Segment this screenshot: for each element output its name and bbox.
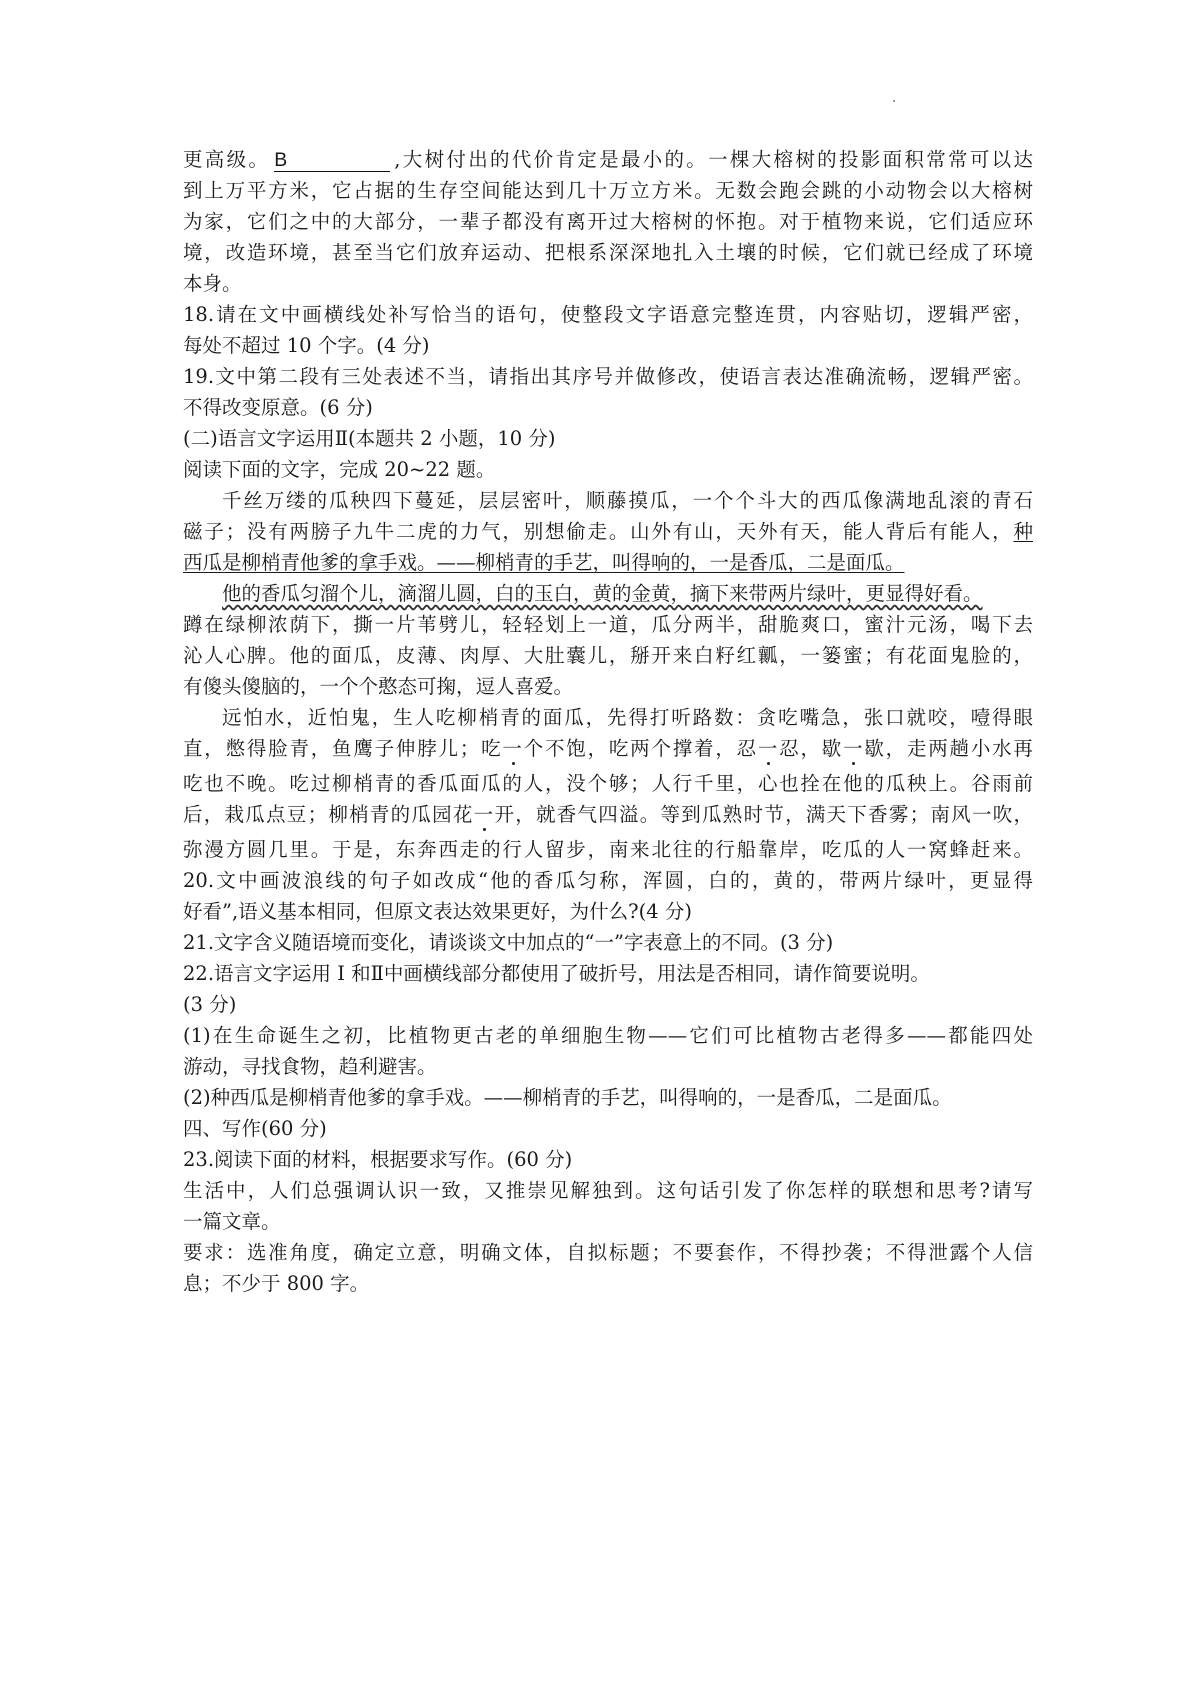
question-line: 23.阅读下面的材料，根据要求写作。(60 分) [183, 1148, 573, 1171]
passage-line [183, 144, 1033, 175]
question-item: 游动，寻找食物，趋利避害。 [183, 1055, 437, 1078]
dotted-character: 一 [757, 737, 780, 760]
paragraph-line [183, 733, 1033, 764]
question-19 [183, 361, 1033, 423]
reading-paragraph-3 [183, 702, 1033, 865]
passage-text: ,大树付出的代价肯定是最小的。一棵大榕树的投影面积常常可以达 [394, 148, 1033, 171]
paragraph-line: 吃也不晚。吃过柳梢青的香瓜面瓜的人，没个够；人行千里，心也拴在他的瓜秧上。谷雨前 [183, 772, 1033, 795]
dotted-character: 一 [843, 737, 865, 760]
paragraph-text: 开，就香气四溢。等到瓜熟时节，满天下香雾；南风一吹， [494, 803, 1033, 826]
question-20 [183, 865, 1033, 927]
answer-blank-b: B [274, 149, 390, 172]
question-line: 每处不超过 10 个字。(4 分) [183, 334, 430, 357]
question-23 [183, 1144, 1033, 1299]
paragraph-line [183, 578, 1033, 609]
passage-text: 更高级。 [183, 148, 271, 171]
writing-material: 生活中，人们总强调认识一致，又推崇见解独到。这句话引发了你怎样的联想和思考?请写 [183, 1179, 1033, 1202]
dotted-character: 一 [473, 803, 495, 826]
question-line: 好看”,语义基本相同，但原文表达效果更好，为什么?(4 分) [183, 900, 692, 923]
paragraph-line [183, 516, 1033, 547]
paragraph-line: 沁人心脾。他的面瓜，皮薄、肉厚、大肚囊儿，掰开来白籽红瓤，一篓蜜；有花面鬼脸的， [183, 644, 1033, 667]
passage-line: 境，改造环境，甚至当它们放弃运动、把根系深深地扎入土壤的时候，它们就已经成了环境 [183, 241, 1033, 264]
question-line: 不得改变原意。(6 分) [183, 396, 373, 419]
dotted-character: 一 [502, 737, 524, 760]
question-line: (3 分) [183, 993, 237, 1016]
passage-continuation [183, 144, 1033, 299]
question-line: 20.文中画波浪线的句子如改成“他的香瓜匀称，浑圆，白的，黄的，带两片绿叶，更显得 [183, 869, 1033, 892]
question-line: 22.语言文字运用 I 和Ⅱ中画横线部分都使用了破折号，用法是否相同，请作简要说明。 [183, 962, 930, 985]
writing-requirements: 要求：选准角度，确定立意，明确文体，自拟标题；不要套作，不得抄袭；不得泄露个人信 [183, 1241, 1033, 1264]
question-22 [183, 958, 1033, 1113]
underlined-sentence: 种 [1013, 520, 1033, 543]
writing-requirements: 息；不少于 800 字。 [183, 1272, 370, 1295]
section-heading: (二)语言文字运用Ⅱ(本题共 2 小题，10 分) [183, 427, 556, 450]
paragraph-text: 后，栽瓜点豆；柳梢青的瓜园花 [183, 803, 474, 826]
question-item: (2)种西瓜是柳梢青他爹的拿手戏。——柳梢青的手艺，叫得响的，一是香瓜，二是面瓜。 [183, 1086, 952, 1109]
exam-page [183, 144, 1033, 1299]
question-line: 18.请在文中画横线处补写恰当的语句，使整段文字语意完整连贯，内容贴切，逻辑严密， [183, 303, 1033, 326]
scan-speck [893, 100, 895, 102]
writing-material: 一篇文章。 [183, 1210, 281, 1233]
passage-line: 本身。 [183, 272, 242, 295]
passage-line: 到上万平方米，它占据的生存空间能达到几十万立方米。无数会跑会跳的小动物会以大榕树 [183, 179, 1033, 202]
question-18 [183, 299, 1033, 361]
paragraph-text: 直，憋得脸青，鱼鹰子伸脖儿；吃 [183, 737, 503, 760]
paragraph-line: 有傻头傻脑的，一个个憨态可掬，逗人喜爱。 [183, 675, 574, 698]
paragraph-text: 忍，歇 [779, 737, 844, 760]
paragraph-text: 歇，走两趟小水再 [864, 737, 1033, 760]
passage-line: 为家，它们之中的大部分，一辈子都没有离开过大榕树的怀抱。对于植物来说，它们适应环 [183, 210, 1033, 233]
question-item: (1)在生命诞生之初，比植物更古老的单细胞生物——它们可比植物古老得多——都能四处 [183, 1024, 1033, 1047]
paragraph-text: 磁子；没有两膀子九牛二虎的力气，别想偷走。山外有山，天外有天，能人背后有能人， [183, 520, 1014, 543]
wavy-underlined-sentence: 他的香瓜匀溜个儿，滴溜儿圆，白的玉白，黄的金黄，摘下来带两片绿叶，更显得好看。 [222, 582, 983, 605]
question-line: 19.文中第二段有三处表述不当，请指出其序号并做修改，使语言表达准确流畅，逻辑严密。 [183, 365, 1033, 388]
section-heading: 四、写作(60 分) [183, 1117, 327, 1140]
reading-paragraph-2 [183, 578, 1033, 702]
question-21: 21.文字含义随语境而变化，请谈谈文中加点的“一”字表意上的不同。(3 分) [183, 931, 834, 954]
section-instruction: 阅读下面的文字，完成 20~22 题。 [183, 458, 496, 481]
underlined-sentence: 西瓜是柳梢青他爹的拿手戏。——柳梢青的手艺，叫得响的，一是香瓜，二是面瓜。 [183, 551, 905, 574]
paragraph-line: 千丝万缕的瓜秧四下蔓延，层层密叶，顺藤摸瓜，一个个斗大的西瓜像满地乱滚的青石 [222, 489, 1033, 512]
paragraph-line [183, 547, 1033, 578]
reading-paragraph-1 [183, 485, 1033, 578]
paragraph-line: 远怕水，近怕鬼，生人吃柳梢青的面瓜，先得打听路数：贪吃嘴急，张口就咬，噎得眼 [222, 706, 1033, 729]
paragraph-line: 蹲在绿柳浓荫下，撕一片苇劈儿，轻轻划上一道，瓜分两半，甜脆爽口，蜜汁元汤，喝下去 [183, 613, 1033, 636]
paragraph-line: 弥漫方圆几里。于是，东奔西走的行人留步，南来北往的行船靠岸，吃瓜的人一窝蜂赶来。 [183, 838, 1033, 861]
paragraph-line [183, 799, 1033, 830]
paragraph-text: 个不饱，吃两个撑着，忍 [523, 737, 758, 760]
